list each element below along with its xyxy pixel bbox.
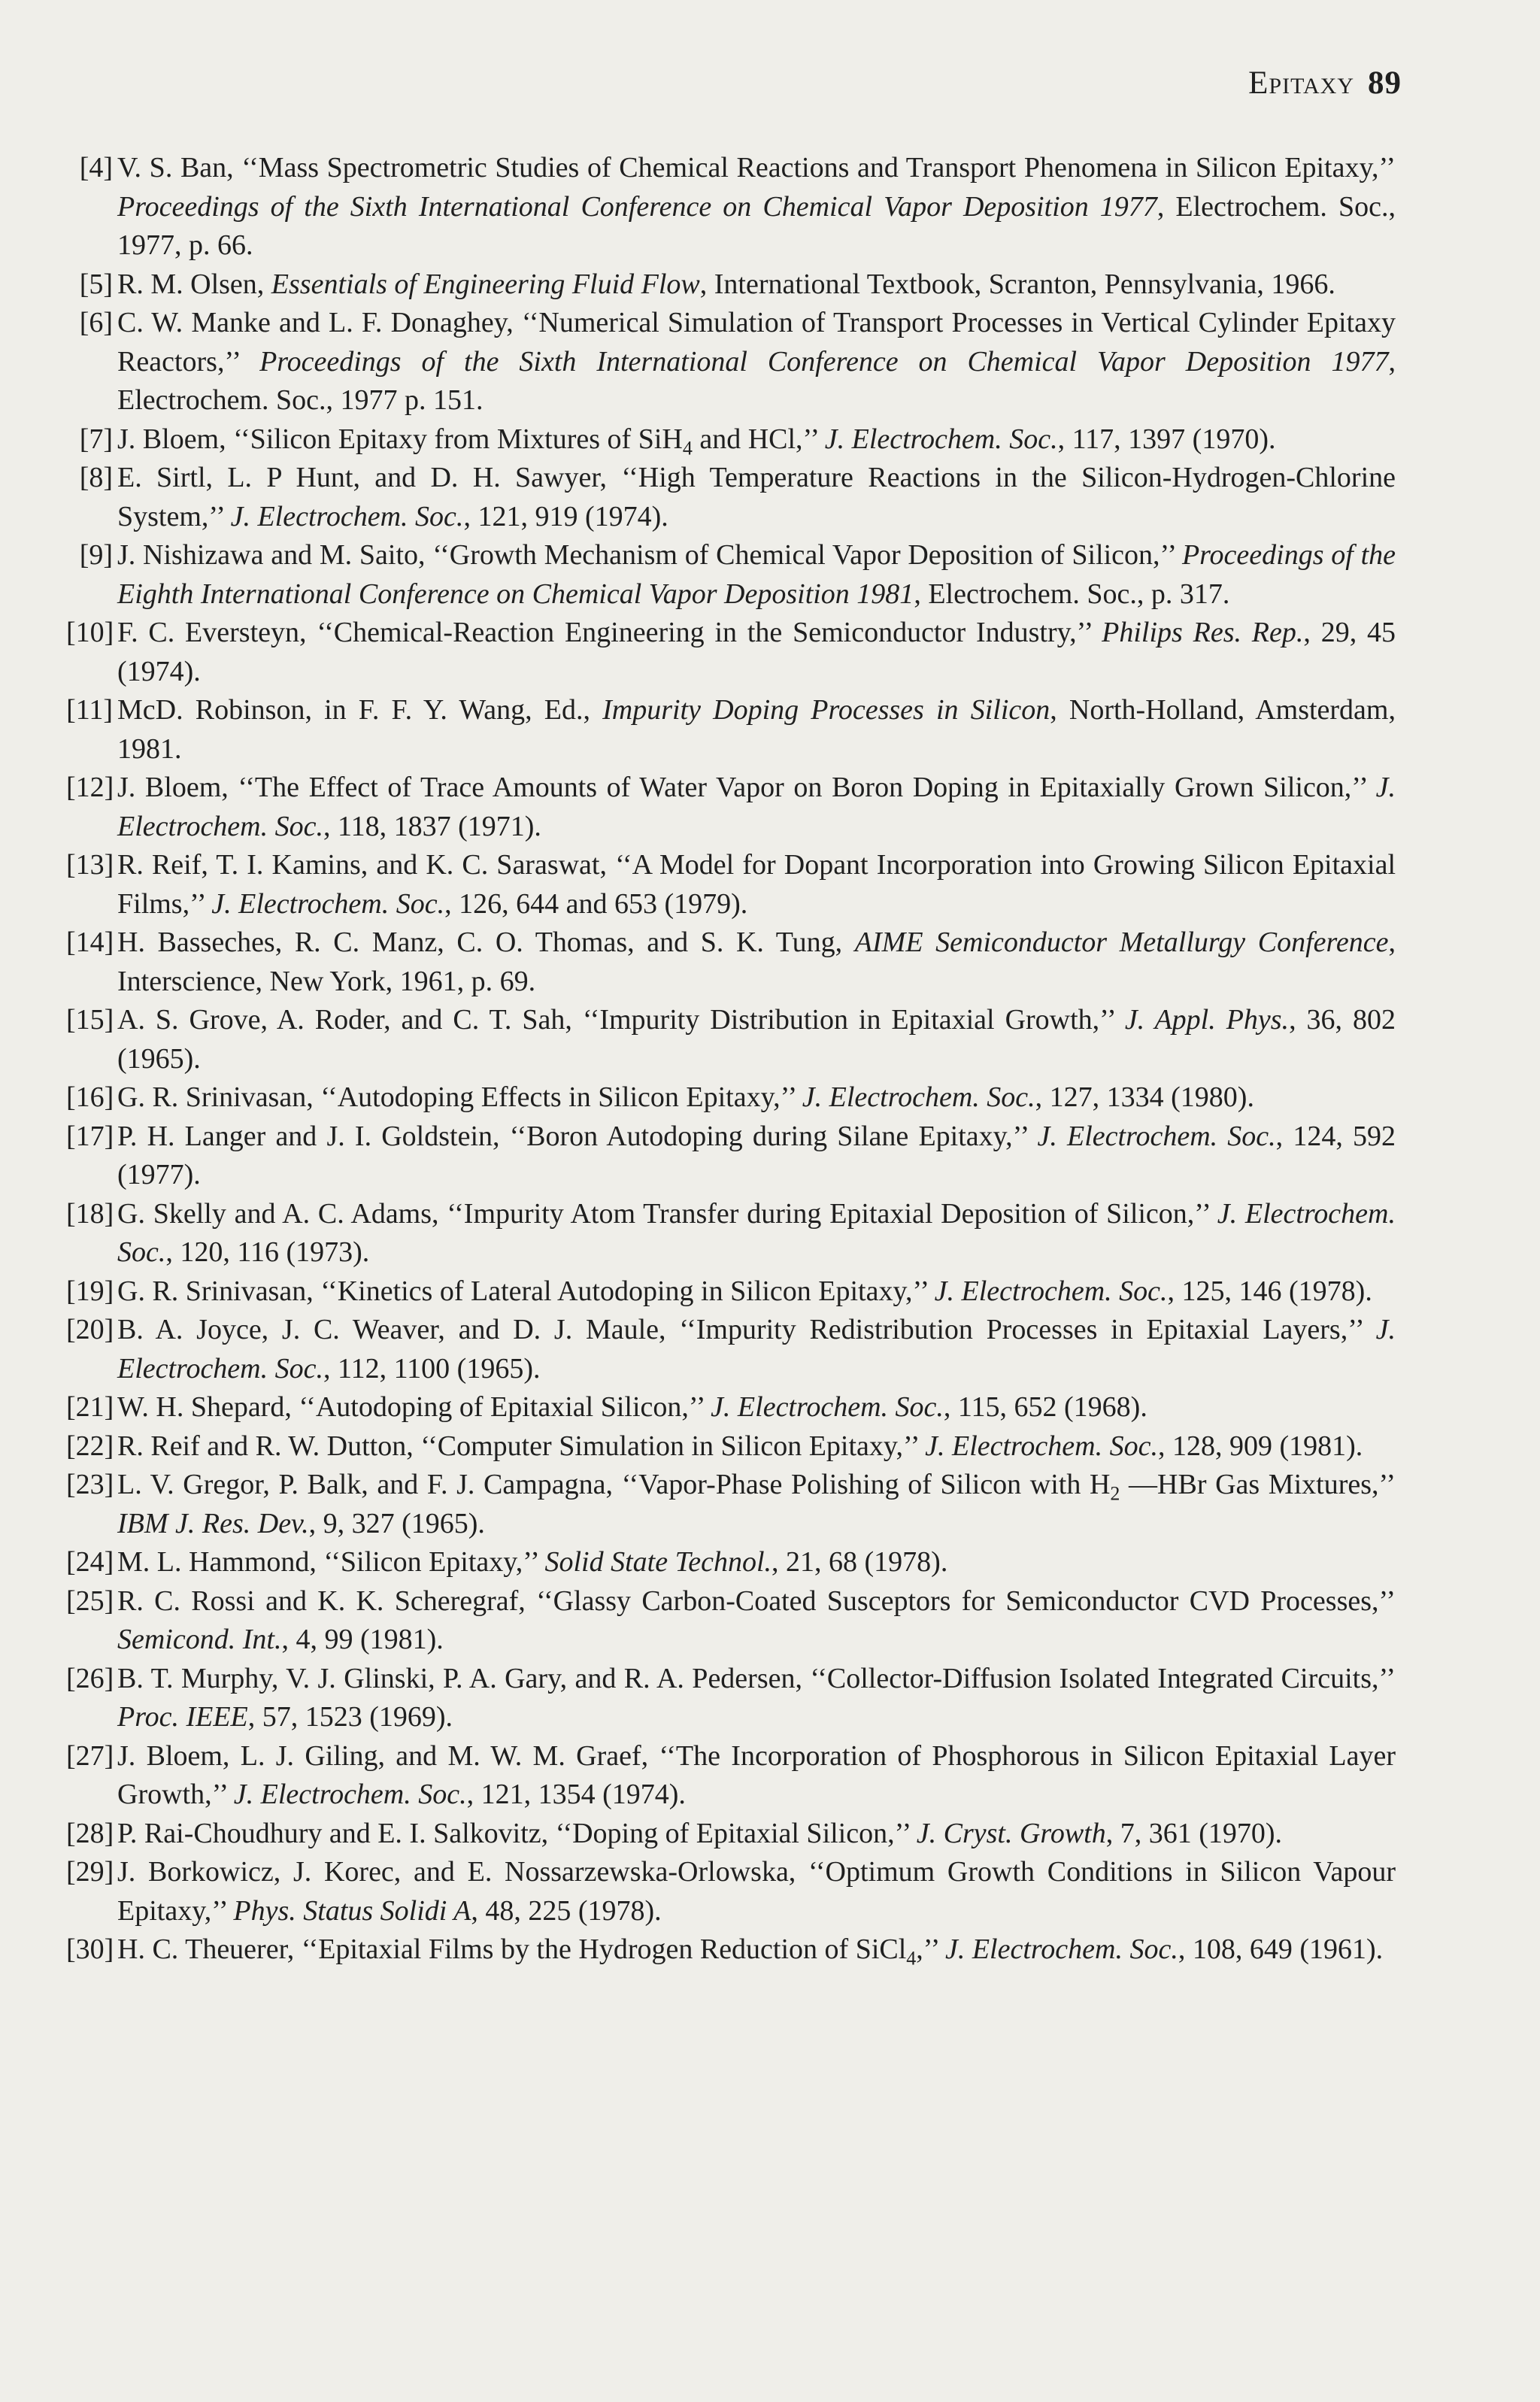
running-title: Epitaxy	[1248, 65, 1354, 101]
reference-source-title: J. Electrochem. Soc.	[944, 1933, 1178, 1965]
reference-text-segment: , 108, 649 (1961).	[1178, 1933, 1384, 1965]
reference-source-title: J. Electrochem. Soc.	[934, 1275, 1168, 1307]
reference-source-title: IBM J. Res. Dev.	[117, 1507, 309, 1539]
reference-entry	[66, 846, 1396, 923]
reference-text-segment: , 7, 361 (1970).	[1105, 1817, 1283, 1849]
reference-text	[117, 1660, 1396, 1737]
subscript: 2	[1110, 1482, 1120, 1505]
reference-source-title: J. Electrochem. Soc.	[802, 1081, 1035, 1113]
reference-entry	[66, 1311, 1396, 1388]
reference-number: [30]	[66, 1933, 114, 1965]
reference-text-segment: , 21, 68 (1978).	[772, 1546, 948, 1578]
reference-text-segment: , 112, 1100 (1965).	[323, 1352, 541, 1384]
reference-text-segment: , 128, 909 (1981).	[1157, 1430, 1363, 1462]
reference-text	[117, 1466, 1396, 1543]
reference-number: [25]	[66, 1585, 114, 1617]
reference-text-segment: , 117, 1397 (1970).	[1057, 423, 1276, 455]
reference-source-title: Phys. Status Solidi A	[233, 1894, 471, 1927]
reference-text-segment: McD. Robinson, in F. F. Y. Wang, Ed.,	[117, 694, 603, 726]
reference-text	[117, 923, 1396, 1001]
reference-text	[117, 1427, 1396, 1466]
reference-number: [19]	[66, 1275, 114, 1307]
reference-entry	[66, 1543, 1396, 1582]
reference-text-segment: , 118, 1837 (1971).	[323, 810, 541, 842]
reference-entry	[66, 1427, 1396, 1466]
reference-text	[117, 536, 1396, 614]
reference-entry	[66, 614, 1396, 691]
reference-entry	[66, 1582, 1396, 1660]
reference-text-segment: J. Nishizawa and M. Saito, ‘‘Growth Mechanism of Chemical Vapor Deposition of Silicon,’’	[117, 539, 1182, 571]
reference-text-segment: J. Borkowicz, J. Korec, and E. Nossarzewska-Orlowska, ‘‘Optimum Growth Conditions in Silicon Vapour Epitaxy,’’	[117, 1856, 1396, 1927]
reference-text	[117, 1195, 1396, 1272]
reference-text-segment: H. C. Theuerer, ‘‘Epitaxial Films by the Hydrogen Reduction of SiCl	[117, 1933, 907, 1965]
reference-entry	[66, 304, 1396, 420]
reference-number: [21]	[66, 1391, 114, 1423]
reference-text	[117, 1737, 1396, 1815]
reference-text-segment: V. S. Ban, ‘‘Mass Spectrometric Studies of Chemical Reactions and Transport Phenomena in Silicon Epitaxy,’’	[117, 152, 1396, 183]
reference-text-segment: , 127, 1334 (1980).	[1035, 1081, 1254, 1113]
reference-text-segment: P. H. Langer and J. I. Goldstein, ‘‘Boron Autodoping during Silane Epitaxy,’’	[117, 1120, 1038, 1152]
reference-number: [13]	[66, 849, 114, 881]
reference-text-segment: H. Basseches, R. C. Manz, C. O. Thomas, and S. K. Tung,	[117, 927, 855, 958]
reference-text	[117, 691, 1396, 769]
reference-source-title: Solid State Technol.	[544, 1546, 772, 1578]
reference-text-segment: P. Rai-Choudhury and E. I. Salkovitz, ‘‘Doping of Epitaxial Silicon,’’	[117, 1817, 917, 1849]
reference-entry	[66, 1660, 1396, 1737]
reference-source-title: J. Electrochem. Soc.	[117, 1197, 1396, 1268]
reference-text-segment: and HCl,’’	[692, 423, 825, 455]
reference-list	[66, 149, 1396, 1970]
reference-source-title: Proc. IEEE	[117, 1701, 248, 1733]
reference-source-title: Proceedings of the Sixth International Conference on Chemical Vapor Deposition 1977	[259, 345, 1389, 378]
reference-number: [28]	[66, 1817, 114, 1849]
reference-entry	[66, 691, 1396, 769]
reference-number: [9]	[79, 539, 113, 571]
reference-entry	[66, 1078, 1396, 1118]
reference-entry	[66, 923, 1396, 1001]
reference-source-title: J. Electrochem. Soc.	[233, 1779, 467, 1810]
reference-text-segment: W. H. Shepard, ‘‘Autodoping of Epitaxial Silicon,’’	[117, 1391, 711, 1423]
reference-source-title: Proceedings of the Sixth International Conference on Chemical Vapor Deposition 1977	[117, 190, 1157, 223]
reference-text	[117, 846, 1396, 923]
reference-text-segment: R. Reif, T. I. Kamins, and K. C. Saraswat, ‘‘A Model for Dopant Incorporation into Growing Silicon Epitaxial Films,’’	[117, 849, 1396, 920]
reference-entry	[66, 265, 1396, 305]
reference-number: [6]	[79, 307, 113, 338]
reference-text-segment: G. R. Srinivasan, ‘‘Kinetics of Lateral Autodoping in Silicon Epitaxy,’’	[117, 1275, 935, 1307]
reference-text-segment: —HBr Gas Mixtures,’’	[1120, 1469, 1396, 1500]
reference-text-segment: , Interscience, New York, 1961, p. 69.	[117, 927, 1396, 997]
reference-text-segment: M. L. Hammond, ‘‘Silicon Epitaxy,’’	[117, 1546, 545, 1578]
reference-number: [14]	[66, 927, 114, 958]
reference-text-segment: R. C. Rossi and K. K. Scheregraf, ‘‘Glassy Carbon-Coated Susceptors for Semiconductor CVD Processes,’’	[117, 1585, 1396, 1617]
reference-source-title: Philips Res. Rep.	[1102, 617, 1304, 648]
reference-text-segment: , 115, 652 (1968).	[943, 1391, 1147, 1423]
reference-text	[117, 149, 1396, 265]
reference-text-segment: J. Bloem, ‘‘Silicon Epitaxy from Mixtures of SiH	[117, 423, 683, 455]
reference-entry	[66, 1388, 1396, 1427]
reference-source-title: AIME Semiconductor Metallurgy Conference	[854, 927, 1389, 958]
reference-text-segment: G. Skelly and A. C. Adams, ‘‘Impurity Atom Transfer during Epitaxial Deposition of Silicon,’’	[117, 1197, 1217, 1230]
reference-text-segment: , Electrochem. Soc., p. 317.	[914, 578, 1230, 610]
reference-source-title: Impurity Doping Processes in Silicon	[602, 694, 1050, 726]
reference-text	[117, 1815, 1396, 1854]
reference-text	[117, 1078, 1396, 1118]
reference-text-segment: , 121, 919 (1974).	[463, 500, 668, 532]
reference-number: [23]	[66, 1469, 114, 1500]
reference-entry	[66, 1930, 1396, 1970]
reference-text	[117, 1543, 1396, 1582]
reference-number: [17]	[66, 1120, 114, 1152]
reference-number: [29]	[66, 1856, 114, 1888]
reference-entry	[66, 1853, 1396, 1930]
reference-text	[117, 1930, 1396, 1970]
reference-entry	[66, 1001, 1396, 1078]
reference-source-title: J. Electrochem. Soc.	[711, 1391, 944, 1423]
reference-entry	[66, 536, 1396, 614]
reference-source-title: J. Electrochem. Soc.	[1037, 1120, 1276, 1152]
reference-source-title: J. Electrochem. Soc.	[211, 887, 445, 920]
reference-source-title: J. Appl. Phys.	[1124, 1004, 1290, 1036]
reference-text	[117, 1118, 1396, 1195]
reference-text	[117, 459, 1396, 536]
reference-text-segment: R. Reif and R. W. Dutton, ‘‘Computer Simulation in Silicon Epitaxy,’’	[117, 1430, 926, 1462]
reference-entry	[66, 1737, 1396, 1815]
reference-text	[117, 769, 1396, 846]
reference-text-segment: , Electrochem. Soc., 1977, p. 66.	[117, 190, 1396, 261]
reference-number: [8]	[79, 462, 113, 493]
reference-number: [24]	[66, 1546, 114, 1578]
reference-number: [7]	[79, 423, 113, 455]
reference-source-title: J. Electrochem. Soc.	[230, 500, 464, 532]
reference-text-segment: ,’’	[916, 1933, 945, 1965]
reference-text-segment: F. C. Eversteyn, ‘‘Chemical-Reaction Engineering in the Semiconductor Industry,’’	[117, 617, 1102, 648]
reference-number: [11]	[66, 694, 113, 726]
reference-text-segment: B. T. Murphy, V. J. Glinski, P. A. Gary, and R. A. Pedersen, ‘‘Collector-Diffusion Isolated Integrated Circuits,’’	[117, 1662, 1396, 1694]
reference-text-segment: , 57, 1523 (1969).	[247, 1701, 453, 1733]
reference-text-segment: , Electrochem. Soc., 1977 p. 151.	[117, 345, 1396, 416]
reference-text	[117, 420, 1396, 459]
reference-text-segment: , North-Holland, Amsterdam, 1981.	[117, 694, 1396, 765]
reference-text-segment: J. Bloem, L. J. Giling, and M. W. M. Graef, ‘‘The Incorporation of Phosphorous in Silicon Epitaxial Layer Growth,’’	[117, 1739, 1396, 1810]
reference-number: [27]	[66, 1739, 114, 1772]
reference-text	[117, 1388, 1396, 1427]
reference-number: [18]	[66, 1197, 114, 1230]
reference-text-segment: , 121, 1354 (1974).	[466, 1779, 686, 1810]
reference-number: [12]	[66, 772, 114, 803]
reference-text	[117, 1582, 1396, 1660]
reference-text	[117, 265, 1396, 305]
reference-text-segment: A. S. Grove, A. Roder, and C. T. Sah, ‘‘Impurity Distribution in Epitaxial Growth,’’	[117, 1004, 1125, 1036]
reference-entry	[66, 1466, 1396, 1543]
subscript: 4	[906, 1947, 917, 1970]
reference-text-segment: B. A. Joyce, J. C. Weaver, and D. J. Maule, ‘‘Impurity Redistribution Processes in Epitaxial Layers,’’	[117, 1314, 1376, 1345]
reference-text-segment: G. R. Srinivasan, ‘‘Autodoping Effects in Silicon Epitaxy,’’	[117, 1081, 802, 1113]
reference-text-segment: , 48, 225 (1978).	[471, 1894, 662, 1927]
reference-text-segment: L. V. Gregor, P. Balk, and F. J. Campagna, ‘‘Vapor-Phase Polishing of Silicon with H	[117, 1469, 1111, 1500]
reference-text-segment: , 29, 45 (1974).	[117, 617, 1396, 687]
reference-text-segment: , 9, 327 (1965).	[308, 1507, 485, 1539]
reference-number: [4]	[79, 152, 113, 183]
reference-number: [10]	[66, 617, 114, 648]
reference-text-segment: , International Textbook, Scranton, Pennsylvania, 1966.	[699, 268, 1335, 300]
subscript: 4	[682, 437, 693, 459]
reference-text-segment: , 36, 802 (1965).	[117, 1004, 1396, 1075]
running-header	[1248, 65, 1402, 102]
reference-source-title: J. Electrochem. Soc.	[117, 772, 1396, 842]
reference-entry	[66, 1815, 1396, 1854]
reference-number: [16]	[66, 1081, 114, 1113]
reference-source-title: J. Cryst. Growth	[916, 1817, 1106, 1849]
reference-text-segment: , 126, 644 and 653 (1979).	[444, 887, 748, 920]
reference-text-segment: E. Sirtl, L. P Hunt, and D. H. Sawyer, ‘‘High Temperature Reactions in the Silicon-Hydrogen-Chlorine System,’’	[117, 462, 1396, 532]
reference-source-title: Semicond. Int.	[117, 1624, 282, 1655]
page-number: 89	[1368, 65, 1402, 101]
reference-number: [15]	[66, 1004, 114, 1036]
reference-entry	[66, 769, 1396, 846]
reference-text-segment: C. W. Manke and L. F. Donaghey, ‘‘Numerical Simulation of Transport Processes in Vertical Cylinder Epitaxy Reactors,’’	[117, 307, 1396, 378]
reference-source-title: J. Electrochem. Soc.	[925, 1430, 1158, 1462]
reference-source-title: J. Electrochem. Soc.	[824, 423, 1058, 455]
reference-source-title: J. Electrochem. Soc.	[117, 1314, 1396, 1384]
reference-entry	[66, 1195, 1396, 1272]
reference-number: [20]	[66, 1314, 114, 1345]
reference-text-segment: J. Bloem, ‘‘The Effect of Trace Amounts of Water Vapor on Boron Doping in Epitaxially Grown Silicon,’’	[117, 772, 1376, 803]
reference-source-title: Proceedings of the Eighth International Conference on Chemical Vapor Deposition 1981	[117, 539, 1396, 610]
reference-text	[117, 1001, 1396, 1078]
reference-entry	[66, 420, 1396, 459]
reference-text	[117, 1853, 1396, 1930]
reference-number: [22]	[66, 1430, 114, 1462]
reference-text-segment: , 120, 116 (1973).	[165, 1236, 370, 1268]
reference-number: [26]	[66, 1662, 114, 1694]
reference-text-segment: , 125, 146 (1978).	[1167, 1275, 1372, 1307]
reference-entry	[66, 459, 1396, 536]
reference-number: [5]	[79, 268, 113, 300]
reference-text-segment: R. M. Olsen,	[117, 268, 271, 300]
reference-text-segment: , 4, 99 (1981).	[281, 1624, 444, 1655]
reference-text	[117, 614, 1396, 691]
reference-text	[117, 304, 1396, 420]
reference-entry	[66, 1272, 1396, 1312]
reference-text	[117, 1311, 1396, 1388]
reference-source-title: Essentials of Engineering Fluid Flow	[271, 268, 700, 300]
reference-entry	[66, 149, 1396, 265]
reference-entry	[66, 1118, 1396, 1195]
reference-text-segment: , 124, 592 (1977).	[117, 1120, 1396, 1190]
reference-text	[117, 1272, 1396, 1312]
